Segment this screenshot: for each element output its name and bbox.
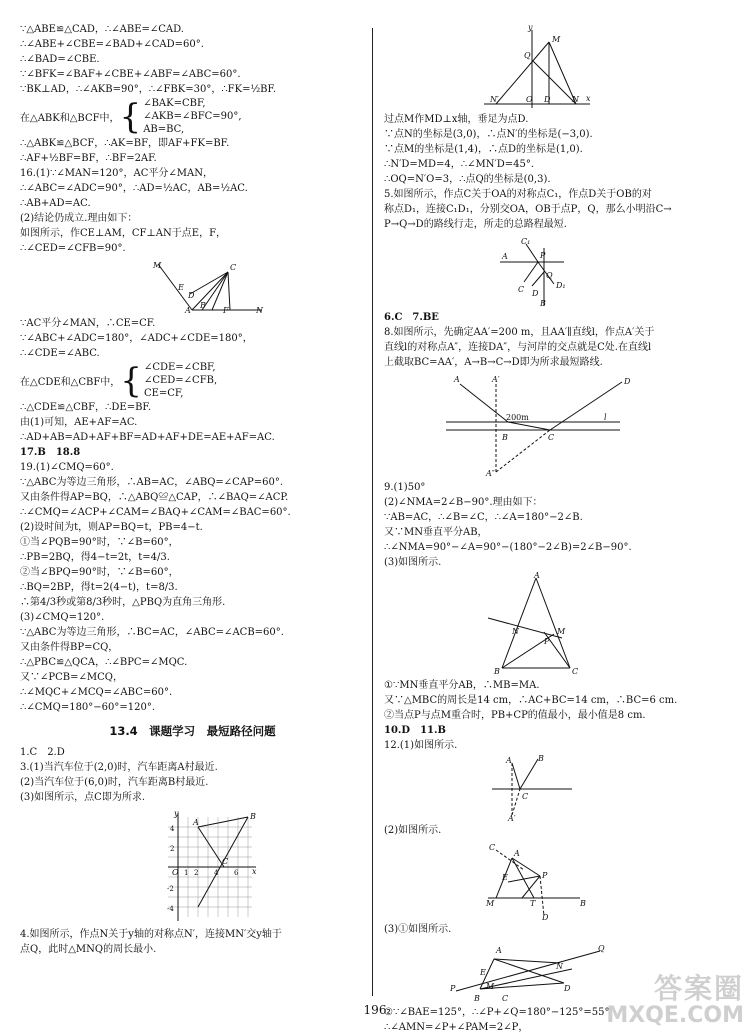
text-line: 19.(1)∠CMQ=60°. xyxy=(20,462,114,473)
figure-label: B xyxy=(540,299,546,308)
figure-label: C xyxy=(230,263,237,272)
text-line: 在△ABK和△BCF中， xyxy=(20,113,120,124)
figure-label: y xyxy=(528,24,533,32)
text-line: ∵△ABC为等边三角形，∴BC=AC，∠ABC=∠ACB=60°. xyxy=(20,627,284,638)
congruence-conditions-2 xyxy=(20,361,365,400)
text-line: ①当∠PQB=90°时，∵∠B=60°， xyxy=(20,537,179,548)
figure-label: M xyxy=(486,982,495,991)
figure-reflection-path xyxy=(384,234,736,308)
figure-label: E xyxy=(178,283,184,292)
figure-label: B xyxy=(474,994,480,1003)
svg-text:-4: -4 xyxy=(167,905,174,913)
figure-label: x xyxy=(252,867,257,876)
text-line: ②当点P与点M重合时，PB+CP的值最小，最小值是8 cm. xyxy=(384,710,646,721)
figure-label: N′ xyxy=(490,95,499,104)
figure-triangle-path xyxy=(384,840,736,920)
svg-text:4: 4 xyxy=(214,869,219,877)
text-line: ①∵MN垂直平分AB，∴MB=MA. xyxy=(384,680,540,691)
figure-label: A xyxy=(454,375,460,384)
text-line: ∵AB=AC，∴∠B=∠C，∴∠A=180°−2∠B. xyxy=(384,512,583,523)
text-line: ∴∠NMA=90°−∠A=90°−(180°−2∠B)=2∠B−90°. xyxy=(384,542,632,553)
figure-axis-reflection xyxy=(384,24,736,110)
text-line: ∴∠AMN=∠P+∠PAM=2∠P， xyxy=(384,1022,529,1033)
text-line: ∴AB+AD=AC. xyxy=(20,198,91,209)
text-line: ∴△ABK≌△BCF，∴AK=BF，即AF+FK=BF. xyxy=(20,138,230,149)
figure-label: D xyxy=(624,377,631,386)
text-line: ∵△ABE≌△CAD，∴∠ABE=∠CAD. xyxy=(20,24,184,35)
text-line: ∵点N的坐标是(3,0)，∴点N′的坐标是(−3,0). xyxy=(384,129,593,140)
figure-label: x xyxy=(586,94,591,103)
text-line: 17.B 18.8 xyxy=(20,447,81,458)
text-line: 点Q，此时△MNQ的周长最小. xyxy=(20,944,157,955)
figure-label: A″ xyxy=(486,469,495,478)
text-line: ∵∠ABC+∠ADC=180°，∠ADC+∠CDE=180°， xyxy=(20,333,253,344)
text-line: (2)结论仍成立.理由如下： xyxy=(20,213,138,224)
text-line: ∵△ABC为等边三角形，∴AB=AC，∠ABQ=∠CAP=60°. xyxy=(20,477,284,488)
text-line: P→Q→D的路线行走，所走的总路程最短. xyxy=(384,219,567,230)
text-line: 3.(1)当汽车位于(2,0)时，汽车距离A村最近. xyxy=(20,762,218,773)
figure-label: A xyxy=(502,252,508,261)
text-line: ∴AD+AB=AD+AF+BF=AD+AF+DE=AE+AF=AC. xyxy=(20,432,275,443)
text-line: 16.(1)∵∠MAN=120°，AC平分∠MAN， xyxy=(20,168,213,179)
figure-label: y xyxy=(174,809,179,818)
condition: ∠CDE=∠CBF, xyxy=(143,362,216,373)
text-line: ∴∠CMQ=180°−60°=120°. xyxy=(20,702,156,713)
figure-bridge-path xyxy=(384,372,736,478)
figure-label: A′ xyxy=(492,375,500,384)
text-line: (3)如图所示. xyxy=(384,557,442,568)
text-line: ∵AC平分∠MAN，∴CE=CF. xyxy=(20,318,156,329)
brace-icon: { xyxy=(119,96,142,137)
figure-label: C xyxy=(572,667,579,676)
text-line: (3)如图所示，点C即为所求. xyxy=(20,792,145,803)
watermark-text: MXQE.COM xyxy=(606,1003,744,1028)
text-line: 又∵△MBC的周长是14 cm，∴AC+BC=14 cm，∴BC=6 cm. xyxy=(384,695,678,706)
text-line: ∴PB=2BQ，得4−t=2t，t=4/3. xyxy=(20,552,170,563)
condition: ∠CED=∠CFB, xyxy=(143,375,218,386)
text-line: ∴∠BAD=∠CBE. xyxy=(20,54,100,65)
text-line: 10.D 11.B xyxy=(384,725,446,736)
svg-text:2: 2 xyxy=(194,869,199,877)
text-line: (3)①如图所示. xyxy=(384,924,452,935)
section-heading: 13.4 课题学习 最短路径问题 xyxy=(109,724,276,738)
text-line: ∴BQ=2BP，得t=2(4−t)，t=8/3. xyxy=(20,582,178,593)
text-line: 由(1)可知，AE+AF=AC. xyxy=(20,417,138,428)
text-line: 又由条件得BP=CQ， xyxy=(20,642,119,653)
figure-label: A xyxy=(534,572,540,580)
text-line: ∵点M的坐标是(1,4)，∴点D的坐标是(1,0). xyxy=(384,144,583,155)
svg-text:4: 4 xyxy=(170,825,175,833)
left-column xyxy=(20,22,365,957)
text-line: 直线l的对称点A″，连接DA″，与河岸的交点就是C处.在直线l xyxy=(384,342,652,353)
figure-label: P xyxy=(450,984,456,993)
figure-label: M xyxy=(153,261,162,270)
figure-label: E xyxy=(502,873,508,882)
text-line: 称点D₁，连接C₁D₁，分别交OA，OB于点P，Q，那么小明沿C→ xyxy=(384,204,672,215)
svg-text:2: 2 xyxy=(170,845,175,853)
condition: ∠AKB=∠BFC=90°, xyxy=(143,111,242,122)
text-line: 4.如图所示，作点N关于y轴的对称点N′，连接MN′交y轴于 xyxy=(20,929,282,940)
figure-label: T xyxy=(530,899,536,908)
figure-triangle-bisector xyxy=(384,572,736,676)
figure-label: N xyxy=(512,627,519,636)
text-line: ∴第4/3秒或第8/3秒时，△PBQ为直角三角形. xyxy=(20,597,226,608)
figure-label: A xyxy=(185,306,191,314)
figure-label: 200m xyxy=(506,413,529,422)
text-line: 12.(1)如图所示. xyxy=(384,740,458,751)
text-line: ∴∠ABC=∠ADC=90°，∴AD=½AC，AB=½AC. xyxy=(20,183,248,194)
text-line: ∴OQ=N′O=3，∴点Q的坐标是(0,3). xyxy=(384,174,551,185)
figure-label: D xyxy=(542,913,549,920)
figure-label: F xyxy=(223,306,229,314)
text-line: 又由条件得AP=BQ，∴△ABQ≌△CAP，∴∠BAQ=∠ACP. xyxy=(20,492,289,503)
figure-label: D₁ xyxy=(556,281,566,290)
text-line: ②当∠BPQ=90°时，∵∠B=60°， xyxy=(20,567,179,578)
figure-label: M xyxy=(557,627,566,636)
text-line: ∴△PBC≌△QCA，∴∠BPC=∠MQC. xyxy=(20,657,188,668)
figure-label: B xyxy=(250,812,256,821)
figure-label: A xyxy=(496,946,502,955)
text-line: 在△CDE和△CBF中， xyxy=(20,377,121,388)
figure-label: B xyxy=(580,899,586,908)
column-divider xyxy=(372,28,373,996)
figure-label: l xyxy=(604,413,607,422)
figure-label: C xyxy=(518,285,525,294)
svg-text:6: 6 xyxy=(234,869,239,877)
text-line: 过点M作MD⊥x轴，垂足为点D. xyxy=(384,114,529,125)
right-column xyxy=(384,22,736,1035)
figure-label: A′ xyxy=(508,814,516,821)
text-line: ∴△CDE≌△CBF，∴DE=BF. xyxy=(20,402,151,413)
figure-label: O xyxy=(172,868,179,877)
figure-label: Q xyxy=(524,51,531,60)
text-line: ∴∠CMQ=∠ACP+∠CAM=∠BAQ+∠CAM=∠BAC=60°. xyxy=(20,507,291,518)
condition: CE=CF, xyxy=(143,388,184,399)
condition: ∠BAK=CBF, xyxy=(143,98,206,109)
text-line: 如图所示，作CE⊥AM，CF⊥AN于点E，F， xyxy=(20,228,227,239)
condition: AB=BC, xyxy=(143,124,185,135)
text-line: ∴∠CED=∠CFB=90°. xyxy=(20,243,126,254)
figure-label: Q xyxy=(598,944,605,953)
figure-label: P xyxy=(544,637,550,646)
figure-label: C xyxy=(489,843,496,852)
figure-label: P xyxy=(540,251,546,260)
figure-label: A xyxy=(506,756,512,765)
page-number: 196 xyxy=(363,1003,387,1017)
figure-label: B xyxy=(538,755,544,763)
text-line: 上截取BC=AA′，A→B→C→D即为所求最短路线. xyxy=(384,357,603,368)
text-line: 8.如图所示，先确定AA′=200 m，且AA′∥直线l，作点A′关于 xyxy=(384,327,655,338)
figure-label: O xyxy=(526,95,533,104)
figure-label: N xyxy=(572,95,579,104)
text-line: ∴∠MQC+∠MCQ=∠ABC=60°. xyxy=(20,687,173,698)
figure-label: D xyxy=(544,95,551,104)
text-line: 又∵∠PCB=∠MCQ， xyxy=(20,672,123,683)
figure-label: B xyxy=(494,667,500,676)
figure-label: A xyxy=(193,818,199,827)
watermark-logo xyxy=(606,967,744,1028)
text-line: 又∵MN垂直平分AB， xyxy=(384,527,488,538)
figure-label: N xyxy=(556,962,563,971)
figure-label: C xyxy=(522,792,529,801)
text-line: ∴∠ABE+∠CBE=∠BAD+∠CAD=60°. xyxy=(20,39,204,50)
text-line: ∴AF+½BF=BF，∴BF=2AF. xyxy=(20,153,157,164)
text-line: ∵∠BFK=∠BAF+∠CBE+∠ABF=∠ABC=60°. xyxy=(20,69,241,80)
figure-label: D xyxy=(564,984,571,993)
figure-label: M xyxy=(552,35,561,44)
text-line: 5.如图所示，作点C关于OA的对称点C₁，作点D关于OB的对 xyxy=(384,189,652,200)
figure-river-point xyxy=(384,755,736,821)
figure-label: B xyxy=(200,301,206,310)
text-line: (2)如图所示. xyxy=(384,825,442,836)
figure-label: E xyxy=(480,968,486,977)
figure-label: N xyxy=(256,306,263,314)
figure-label: C xyxy=(222,857,229,866)
figure-label: C xyxy=(502,994,509,1003)
text-line: ∴∠CDE=∠ABC. xyxy=(20,348,100,359)
text-line: 6.C 7.BE xyxy=(384,312,439,323)
text-line: (2)设时间为t，则AP=BQ=t，PB=4−t. xyxy=(20,522,203,533)
figure-label: D xyxy=(532,289,539,298)
text-line: 9.(1)50° xyxy=(384,482,426,493)
text-line: (2)∠NMA=2∠B−90°.理由如下： xyxy=(384,497,543,508)
brace-icon: { xyxy=(120,360,142,401)
text-line: ∴N′D=MD=4，∴∠MN′D=45°. xyxy=(384,159,535,170)
figure-coordinate-grid xyxy=(20,807,365,925)
text-line: (3)∠CMQ=120°. xyxy=(20,612,105,623)
text-line: ∵BK⊥AD，∴∠AKB=90°，∴∠FBK=30°，∴FK=½BF. xyxy=(20,84,277,95)
figure-label: D xyxy=(188,291,195,300)
figure-label: B xyxy=(502,433,508,442)
congruence-conditions-1 xyxy=(20,97,365,136)
figure-angle-bisector xyxy=(20,258,365,314)
figure-label: M xyxy=(486,899,495,908)
text-line: ②∵∠BAE=125°，∴∠P+∠Q=180°−125°=55°. xyxy=(384,1007,613,1018)
figure-label: P xyxy=(542,871,548,880)
svg-text:1: 1 xyxy=(184,869,189,877)
svg-text:-2: -2 xyxy=(167,885,174,893)
figure-label: Q xyxy=(546,271,553,280)
text-line: (2)当汽车位于(6,0)时，汽车距离B村最近. xyxy=(20,777,209,788)
figure-label: C xyxy=(548,433,555,442)
figure-label: A xyxy=(514,849,520,858)
watermark-text: 答案圈 xyxy=(653,972,744,1005)
figure-label: C₁ xyxy=(521,237,531,246)
text-line: 1.C 2.D xyxy=(20,747,65,758)
